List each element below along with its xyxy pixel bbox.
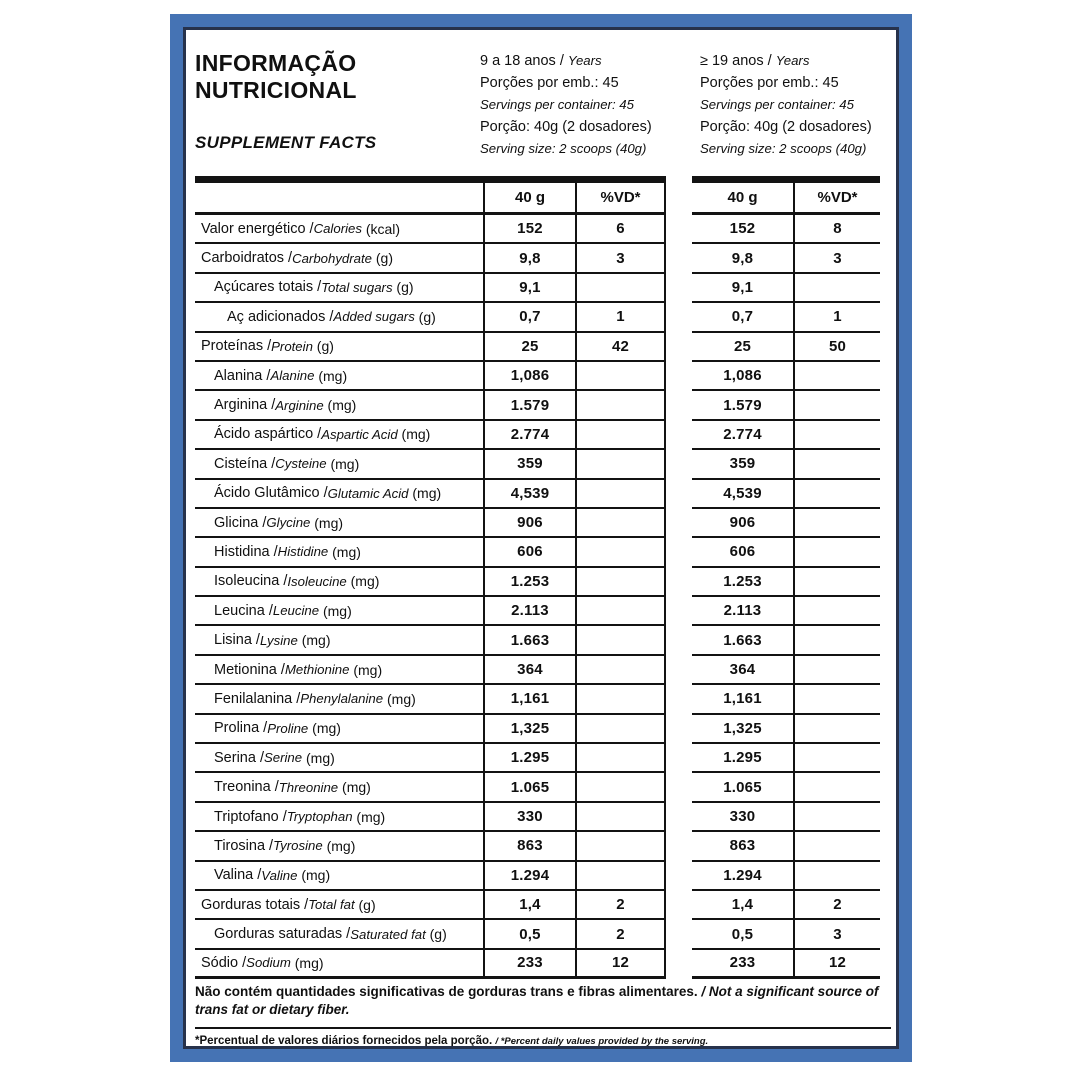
nutrient-unit: (kcal)	[361, 220, 401, 237]
dv-cell-9-18	[577, 568, 666, 597]
nutrient-unit: (mg)	[290, 954, 324, 971]
label-frame	[170, 14, 912, 1062]
dv-cell-19plus	[795, 538, 880, 567]
servings-per-container-pt: Porções por emb.: 45	[480, 75, 619, 91]
dv-cell-19plus	[795, 450, 880, 479]
nutrient-name-en: Threonine	[278, 779, 339, 795]
dv-cell-19plus	[795, 773, 880, 802]
nutrient-name-pt: Carboidratos /	[201, 250, 293, 267]
nutrient-name-pt: Gorduras saturadas /	[214, 926, 351, 943]
table-row	[195, 891, 880, 920]
amount-cell-19plus: 25	[692, 333, 795, 362]
dv-cell-9-18	[577, 656, 666, 685]
table-row	[195, 656, 880, 685]
table-row	[195, 362, 880, 391]
label-panel	[183, 27, 899, 1049]
nutrient-label	[195, 656, 483, 685]
nutrient-label	[195, 244, 483, 273]
age-range: ≥ 19 anos / Years	[700, 53, 810, 69]
nutrient-name-pt: Triptofano /	[214, 808, 287, 825]
dv-cell-19plus	[795, 744, 880, 773]
table-row	[195, 274, 880, 303]
footnote-trans-fat-pt: Não contém quantidades significativas de gorduras trans e fibras alimentares.	[195, 984, 698, 999]
column-gap	[666, 362, 692, 391]
nutrient-label	[195, 421, 483, 450]
serving-size-pt: Porção: 40g (2 dosadores)	[480, 119, 652, 135]
nutrient-unit: (mg)	[297, 632, 331, 649]
nutrient-name-pt: Glicina /	[214, 514, 267, 531]
dv-cell-9-18	[577, 685, 666, 714]
dv-cell-9-18	[577, 773, 666, 802]
dv-cell-9-18: 2	[577, 920, 666, 949]
column-gap	[666, 862, 692, 891]
amount-cell-9-18: 1,325	[483, 715, 577, 744]
dv-cell-19plus: 8	[795, 215, 880, 244]
amount-cell-9-18: 906	[483, 509, 577, 538]
column-gap	[666, 176, 692, 215]
header-amount-9-18: 40 g	[483, 176, 577, 215]
column-gap	[666, 891, 692, 920]
amount-cell-9-18: 863	[483, 832, 577, 861]
table-row	[195, 391, 880, 420]
column-gap	[666, 391, 692, 420]
nutrient-label	[195, 391, 483, 420]
label-title-line2: NUTRICIONAL	[195, 77, 357, 103]
nutrient-name-pt: Gorduras totais /	[201, 896, 309, 913]
nutrient-name-en: Arginine	[275, 397, 324, 413]
dv-cell-19plus: 1	[795, 303, 880, 332]
table-row	[195, 450, 880, 479]
footnote-daily-values-en: / *Percent daily values provided by the serving.	[495, 1036, 709, 1047]
nutrient-unit: (mg)	[314, 367, 348, 384]
dv-cell-19plus	[795, 480, 880, 509]
dv-cell-19plus	[795, 362, 880, 391]
dv-cell-9-18	[577, 626, 666, 655]
dv-cell-19plus	[795, 803, 880, 832]
amount-cell-9-18: 1.294	[483, 862, 577, 891]
nutrient-name-en: Total fat	[308, 897, 355, 913]
table-row	[195, 597, 880, 626]
dv-cell-9-18: 12	[577, 950, 666, 979]
amount-cell-19plus: 606	[692, 538, 795, 567]
amount-cell-19plus: 1,4	[692, 891, 795, 920]
nutrient-label	[195, 450, 483, 479]
nutrient-label	[195, 862, 483, 891]
amount-cell-19plus: 906	[692, 509, 795, 538]
nutrient-name-en: Glutamic Acid	[327, 485, 409, 501]
column-gap	[666, 744, 692, 773]
amount-cell-19plus: 1.294	[692, 862, 795, 891]
nutrient-label	[195, 303, 483, 332]
amount-cell-19plus: 1.579	[692, 391, 795, 420]
nutrient-name-pt: Lisina /	[214, 632, 260, 649]
label-title-line1: INFORMAÇÃO	[195, 50, 357, 76]
header-dv-9-18: %VD*	[577, 176, 666, 215]
amount-cell-9-18: 1.065	[483, 773, 577, 802]
table-row	[195, 685, 880, 714]
nutrient-name-pt: Fenilalanina /	[214, 690, 301, 707]
column-gap	[666, 509, 692, 538]
nutrient-label	[195, 215, 483, 244]
serving-info-group-19plus	[700, 50, 899, 160]
nutrient-name-pt: Valina /	[214, 867, 262, 884]
nutrient-name-en: Aspartic Acid	[321, 426, 398, 442]
nutrient-label	[195, 920, 483, 949]
nutrient-name-pt: Prolina /	[214, 720, 268, 737]
amount-cell-9-18: 1.295	[483, 744, 577, 773]
dv-cell-9-18	[577, 832, 666, 861]
amount-cell-9-18: 2.774	[483, 421, 577, 450]
nutrient-name-en: Proline	[267, 720, 309, 736]
table-row	[195, 626, 880, 655]
nutrient-name-en: Methionine	[284, 662, 350, 678]
nutrient-unit: (mg)	[383, 690, 416, 707]
nutrient-name-pt: Tirosina /	[214, 837, 274, 854]
nutrient-unit: (mg)	[328, 543, 361, 560]
nutrient-label	[195, 744, 483, 773]
nutrient-name-pt: Açúcares totais /	[214, 279, 322, 296]
nutrient-label	[195, 626, 483, 655]
dv-cell-9-18	[577, 803, 666, 832]
nutrient-name-en: Protein	[271, 338, 313, 354]
nutrient-name-en: Added sugars	[333, 309, 415, 325]
dv-cell-9-18	[577, 715, 666, 744]
nutrient-label	[195, 274, 483, 303]
dv-cell-19plus	[795, 715, 880, 744]
nutrient-name-pt: Metionina /	[214, 661, 285, 678]
nutrient-unit: (mg)	[302, 749, 335, 766]
table-body	[195, 215, 880, 979]
amount-cell-19plus: 359	[692, 450, 795, 479]
nutrient-unit: (mg)	[297, 867, 331, 884]
nutrient-name-pt: Sódio /	[201, 954, 247, 971]
nutrient-name-en: Carbohydrate	[292, 250, 372, 266]
nutrient-label	[195, 685, 483, 714]
nutrient-name-en: Valine	[261, 867, 298, 883]
nutrient-name-pt: Valor energético /	[201, 220, 314, 237]
amount-cell-19plus: 863	[692, 832, 795, 861]
amount-cell-9-18: 1,4	[483, 891, 577, 920]
table-row	[195, 803, 880, 832]
nutrient-unit: (mg)	[319, 602, 352, 619]
dv-cell-9-18: 1	[577, 303, 666, 332]
nutrient-unit: (mg)	[408, 485, 442, 502]
nutrient-label	[195, 950, 483, 979]
column-gap	[666, 421, 692, 450]
amount-cell-19plus: 2.113	[692, 597, 795, 626]
amount-cell-9-18: 1.253	[483, 568, 577, 597]
amount-cell-19plus: 2.774	[692, 421, 795, 450]
nutrient-name-en: Saturated fat	[350, 926, 426, 942]
nutrient-label	[195, 509, 483, 538]
amount-cell-19plus: 1.295	[692, 744, 795, 773]
column-gap	[666, 656, 692, 685]
serving-size-pt: Porção: 40g (2 dosadores)	[700, 119, 872, 135]
table-row	[195, 538, 880, 567]
column-gap	[666, 274, 692, 303]
column-gap	[666, 480, 692, 509]
dv-cell-19plus: 50	[795, 333, 880, 362]
nutrient-unit: (mg)	[349, 661, 383, 678]
header-label-spacer	[195, 176, 483, 215]
table-row	[195, 509, 880, 538]
amount-cell-19plus: 4,539	[692, 480, 795, 509]
dv-cell-19plus	[795, 509, 880, 538]
nutrient-name-en: Calories	[313, 221, 362, 237]
column-gap	[666, 920, 692, 949]
column-gap	[666, 832, 692, 861]
amount-cell-9-18: 0,5	[483, 920, 577, 949]
nutrient-name-pt: Isoleucina /	[214, 573, 288, 590]
table-row	[195, 244, 880, 273]
dv-cell-19plus	[795, 685, 880, 714]
nutrient-name-en: Serine	[263, 750, 303, 766]
dv-cell-19plus	[795, 391, 880, 420]
nutrient-unit: (mg)	[310, 514, 344, 531]
nutrient-label	[195, 333, 483, 362]
amount-cell-9-18: 0,7	[483, 303, 577, 332]
nutrient-label	[195, 597, 483, 626]
amount-cell-9-18: 1,161	[483, 685, 577, 714]
nutrient-name-en: Phenylalanine	[300, 691, 384, 707]
dv-cell-19plus	[795, 568, 880, 597]
table-row	[195, 950, 880, 979]
table-row	[195, 715, 880, 744]
dv-cell-9-18	[577, 480, 666, 509]
column-gap	[666, 773, 692, 802]
amount-cell-9-18: 330	[483, 803, 577, 832]
nutrition-table	[195, 176, 880, 979]
amount-cell-19plus: 1.065	[692, 773, 795, 802]
amount-cell-19plus: 152	[692, 215, 795, 244]
nutrient-label	[195, 362, 483, 391]
column-gap	[666, 215, 692, 244]
nutrient-unit: (mg)	[338, 779, 371, 796]
nutrient-unit: (g)	[371, 250, 393, 267]
table-row	[195, 480, 880, 509]
dv-cell-19plus	[795, 597, 880, 626]
amount-cell-19plus: 330	[692, 803, 795, 832]
column-gap	[666, 568, 692, 597]
age-range: 9 a 18 anos / Years	[480, 53, 602, 69]
nutrient-name-pt: Proteínas /	[201, 338, 272, 355]
footnote-trans-fat-en: / Not a significant source of trans fat or dietary fiber.	[195, 984, 879, 1017]
dv-cell-9-18	[577, 274, 666, 303]
nutrient-name-en: Glycine	[266, 515, 311, 531]
nutrient-name-pt: Histidina /	[214, 543, 278, 560]
amount-cell-19plus: 1,325	[692, 715, 795, 744]
nutrient-name-pt: Ácido aspártico /	[214, 426, 322, 443]
table-row	[195, 568, 880, 597]
dv-cell-19plus: 3	[795, 920, 880, 949]
table-row	[195, 303, 880, 332]
amount-cell-9-18: 1,086	[483, 362, 577, 391]
dv-cell-19plus: 3	[795, 244, 880, 273]
nutrient-label	[195, 568, 483, 597]
footnote-daily-values-pt: *Percentual de valores diários fornecidos pela porção.	[195, 1035, 493, 1047]
servings-per-container-pt: Porções por emb.: 45	[700, 75, 839, 91]
nutrient-name-en: Tryptophan	[286, 809, 353, 824]
table-row	[195, 862, 880, 891]
servings-per-container-en: Servings per container: 45	[480, 97, 634, 112]
nutrient-unit: (mg)	[397, 426, 431, 443]
amount-cell-9-18: 1.579	[483, 391, 577, 420]
column-gap	[666, 950, 692, 979]
column-gap	[666, 450, 692, 479]
footnote-divider	[195, 1027, 891, 1029]
amount-cell-9-18: 606	[483, 538, 577, 567]
nutrient-name-pt: Serina /	[214, 749, 264, 766]
column-gap	[666, 303, 692, 332]
amount-cell-9-18: 4,539	[483, 480, 577, 509]
nutrient-name-pt: Treonina /	[214, 779, 279, 796]
nutrient-name-pt: Alanina /	[214, 367, 271, 384]
nutrient-unit: (mg)	[326, 455, 360, 472]
column-gap	[666, 715, 692, 744]
amount-cell-9-18: 9,1	[483, 274, 577, 303]
amount-cell-9-18: 2.113	[483, 597, 577, 626]
dv-cell-19plus: 12	[795, 950, 880, 979]
serving-size-en: Serving size: 2 scoops (40g)	[480, 141, 647, 156]
header-amount-19plus: 40 g	[692, 176, 795, 215]
table-row	[195, 920, 880, 949]
serving-size-en: Serving size: 2 scoops (40g)	[700, 141, 867, 156]
table-row	[195, 333, 880, 362]
column-gap	[666, 244, 692, 273]
nutrient-name-en: Total sugars	[321, 279, 393, 295]
nutrient-unit: (g)	[414, 308, 436, 325]
servings-per-container-en: Servings per container: 45	[700, 97, 854, 112]
amount-cell-19plus: 1.253	[692, 568, 795, 597]
nutrient-name-pt: Arginina /	[214, 397, 276, 414]
nutrient-unit: (g)	[354, 896, 376, 913]
nutrient-name-en: Leucine	[272, 603, 320, 619]
nutrient-label	[195, 803, 483, 832]
amount-cell-19plus: 1,161	[692, 685, 795, 714]
nutrient-unit: (mg)	[346, 573, 380, 590]
nutrient-label	[195, 715, 483, 744]
amount-cell-19plus: 1,086	[692, 362, 795, 391]
dv-cell-9-18: 2	[577, 891, 666, 920]
table-header-row	[195, 176, 880, 215]
amount-cell-19plus: 0,7	[692, 303, 795, 332]
dv-cell-9-18: 3	[577, 244, 666, 273]
nutrient-label	[195, 538, 483, 567]
nutrient-unit: (mg)	[352, 808, 386, 825]
nutrient-unit: (g)	[312, 338, 334, 355]
nutrient-unit: (g)	[425, 926, 447, 943]
table-row	[195, 215, 880, 244]
amount-cell-9-18: 359	[483, 450, 577, 479]
amount-cell-19plus: 9,8	[692, 244, 795, 273]
dv-cell-19plus	[795, 832, 880, 861]
dv-cell-19plus	[795, 862, 880, 891]
table-row	[195, 744, 880, 773]
nutrient-unit: (mg)	[308, 720, 341, 737]
column-gap	[666, 597, 692, 626]
amount-cell-9-18: 1.663	[483, 626, 577, 655]
dv-cell-9-18: 42	[577, 333, 666, 362]
table-row	[195, 832, 880, 861]
dv-cell-9-18	[577, 538, 666, 567]
dv-cell-9-18	[577, 450, 666, 479]
serving-info-group-9-18	[480, 50, 695, 160]
nutrient-name-en: Tyrosine	[273, 838, 323, 854]
column-gap	[666, 803, 692, 832]
nutrient-name-en: Histidine	[277, 544, 329, 560]
label-subtitle: SUPPLEMENT FACTS	[195, 133, 377, 152]
nutrient-label	[195, 891, 483, 920]
column-gap	[666, 626, 692, 655]
dv-cell-9-18	[577, 421, 666, 450]
amount-cell-19plus: 0,5	[692, 920, 795, 949]
footnote-trans-fat	[195, 983, 891, 1018]
amount-cell-9-18: 25	[483, 333, 577, 362]
amount-cell-9-18: 233	[483, 950, 577, 979]
dv-cell-9-18	[577, 509, 666, 538]
nutrient-name-en: Isoleucine	[287, 573, 347, 589]
nutrient-label	[195, 480, 483, 509]
dv-cell-9-18	[577, 597, 666, 626]
dv-cell-9-18	[577, 391, 666, 420]
nutrient-name-en: Cysteine	[275, 456, 327, 472]
column-gap	[666, 685, 692, 714]
nutrient-name-pt: Cisteína /	[214, 455, 276, 472]
nutrient-unit: (mg)	[322, 837, 356, 854]
dv-cell-9-18	[577, 362, 666, 391]
column-gap	[666, 538, 692, 567]
nutrient-label	[195, 773, 483, 802]
nutrient-label	[195, 832, 483, 861]
column-gap	[666, 333, 692, 362]
amount-cell-19plus: 1.663	[692, 626, 795, 655]
dv-cell-19plus	[795, 274, 880, 303]
nutrient-name-en: Lysine	[259, 632, 298, 648]
nutrient-name-en: Alanine	[270, 368, 315, 384]
amount-cell-9-18: 364	[483, 656, 577, 685]
table-row	[195, 773, 880, 802]
nutrient-unit: (g)	[392, 279, 414, 296]
amount-cell-19plus: 364	[692, 656, 795, 685]
nutrient-unit: (mg)	[323, 397, 357, 414]
dv-cell-19plus: 2	[795, 891, 880, 920]
nutrient-name-en: Sodium	[246, 955, 291, 971]
dv-cell-19plus	[795, 656, 880, 685]
header-dv-19plus: %VD*	[795, 176, 880, 215]
nutrient-name-pt: Aç adicionados /	[227, 308, 334, 325]
dv-cell-9-18	[577, 862, 666, 891]
amount-cell-9-18: 9,8	[483, 244, 577, 273]
amount-cell-9-18: 152	[483, 215, 577, 244]
dv-cell-9-18	[577, 744, 666, 773]
dv-cell-19plus	[795, 421, 880, 450]
amount-cell-19plus: 233	[692, 950, 795, 979]
nutrient-name-pt: Leucina /	[214, 602, 273, 619]
amount-cell-19plus: 9,1	[692, 274, 795, 303]
nutrient-name-pt: Ácido Glutâmico /	[214, 485, 328, 502]
dv-cell-19plus	[795, 626, 880, 655]
footnote-daily-values	[195, 1035, 891, 1047]
dv-cell-9-18: 6	[577, 215, 666, 244]
table-row	[195, 421, 880, 450]
label-title	[195, 50, 357, 104]
